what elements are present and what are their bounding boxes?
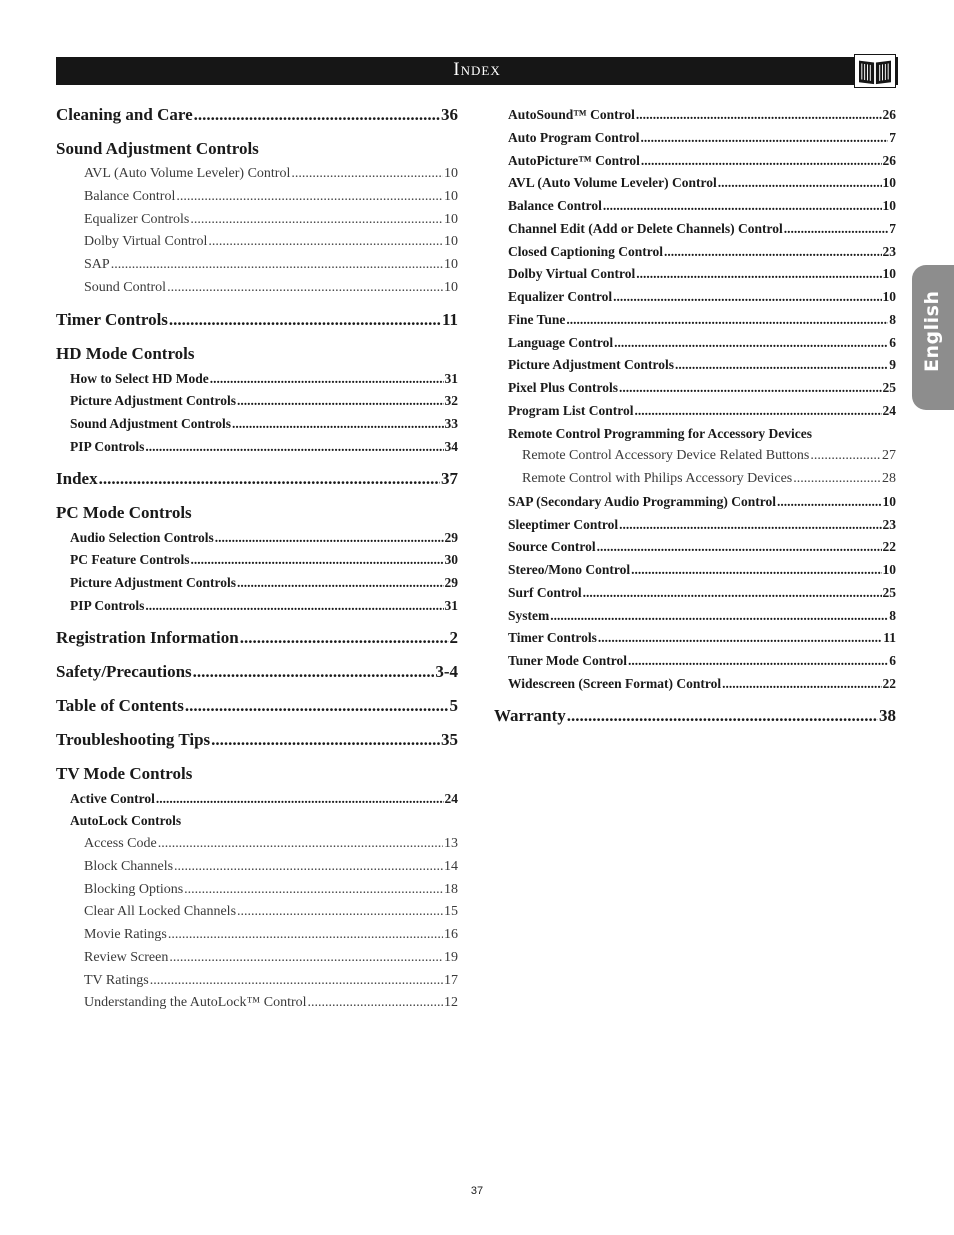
index-entry-page: 22: [882, 539, 896, 554]
dot-leader: [664, 244, 881, 260]
index-entry: [84, 234, 458, 250]
index-heading: [56, 503, 458, 523]
index-entry: [508, 357, 896, 373]
dot-leader: [237, 904, 443, 920]
index-entry-page: 10: [444, 212, 458, 227]
index-entry-label: Safety/Precautions: [56, 662, 192, 681]
dot-leader: [603, 198, 882, 214]
index-entry-label: Pixel Plus Controls: [508, 380, 619, 395]
index-entry: [508, 539, 896, 555]
index-entry: [508, 266, 896, 282]
index-header-bar: [56, 57, 898, 85]
index-entry-page: 26: [882, 107, 896, 122]
index-entry-label: Balance Control: [508, 198, 602, 213]
index-entry-page: 10: [444, 234, 458, 249]
dot-leader: [176, 189, 443, 205]
index-entry-label: AutoPicture™ Control: [508, 153, 640, 168]
index-entry-page: 12: [444, 995, 458, 1010]
index-entry-page: 8: [889, 312, 896, 327]
index-entry-label: SAP: [84, 257, 110, 272]
index-entry-page: 6: [889, 335, 896, 350]
index-entry: [522, 448, 896, 464]
index-entry: [56, 662, 458, 682]
index-entry-label: SAP (Secondary Audio Programming) Control: [508, 494, 777, 509]
index-entry-label: AutoSound™ Control: [508, 107, 635, 122]
index-entry-label: Block Channels: [84, 859, 174, 874]
index-entry-label: Clear All Locked Channels: [84, 904, 237, 919]
index-entry-page: 23: [882, 517, 896, 532]
open-book-icon: [854, 54, 896, 88]
index-entry: [84, 973, 458, 989]
index-entry: [70, 393, 458, 409]
index-entry-label: Understanding the AutoLock™ Control: [84, 995, 307, 1010]
index-entry: [84, 257, 458, 273]
index-entry: [70, 439, 458, 455]
index-entry: [508, 494, 896, 510]
index-entry-label: Troubleshooting Tips: [56, 730, 211, 749]
index-entry-label: Table of Contents: [56, 696, 184, 715]
index-entry: [508, 630, 896, 646]
index-entry-label: Timer Controls: [508, 630, 597, 645]
index-entry-label: Equalizer Control: [508, 289, 613, 304]
dot-leader: [190, 552, 443, 568]
index-entry-page: 35: [441, 730, 458, 749]
index-entry-page: 17: [444, 973, 458, 988]
dot-leader: [232, 416, 443, 432]
index-entry: [508, 403, 896, 419]
index-entry-label: HD Mode Controls: [56, 344, 195, 363]
dot-leader: [167, 280, 443, 296]
index-entry-page: 31: [444, 598, 458, 613]
index-entry-label: Remote Control Programming for Accessory Devices: [508, 426, 813, 441]
index-entry-label: Language Control: [508, 335, 614, 350]
index-entry: [508, 244, 896, 260]
index-entry-label: Movie Ratings: [84, 927, 167, 942]
index-entry-page: 10: [882, 562, 896, 577]
index-entry-page: 10: [444, 166, 458, 181]
index-entry-page: 10: [444, 189, 458, 204]
dot-leader: [156, 791, 444, 807]
index-entry: [508, 653, 896, 669]
dot-leader: [631, 562, 881, 578]
dot-leader: [784, 221, 888, 237]
index-heading: [56, 764, 458, 784]
index-entry-page: 16: [444, 927, 458, 942]
index-entry-label: Equalizer Controls: [84, 212, 190, 227]
index-entry: [70, 791, 458, 807]
index-entry: [508, 608, 896, 624]
index-entry-label: AVL (Auto Volume Leveler) Control: [508, 175, 717, 190]
index-entry-label: Source Control: [508, 539, 596, 554]
index-entry-page: 15: [444, 904, 458, 919]
index-entry: [508, 380, 896, 396]
index-entry-page: 29: [444, 575, 458, 590]
index-entry-label: Tuner Mode Control: [508, 653, 628, 668]
dot-leader: [211, 730, 440, 750]
index-entry-page: 13: [444, 836, 458, 851]
index-entry: [508, 175, 896, 191]
index-entry-page: 27: [882, 448, 896, 463]
dot-leader: [291, 166, 443, 182]
index-entry: [508, 676, 896, 692]
index-entry-label: Audio Selection Controls: [70, 530, 214, 545]
index-entry-page: 36: [441, 105, 458, 124]
index-entry: [70, 575, 458, 591]
dot-leader: [613, 289, 881, 305]
index-entry-label: PIP Controls: [70, 598, 145, 613]
dot-leader: [583, 585, 882, 601]
index-entry-page: 37: [441, 469, 458, 488]
index-entry: [70, 371, 458, 387]
index-entry-page: 29: [444, 530, 458, 545]
index-entry-label: Timer Controls: [56, 310, 168, 329]
index-entry: [70, 598, 458, 614]
index-entry-label: Auto Program Control: [508, 130, 640, 145]
index-entry-page: 34: [444, 439, 458, 454]
dot-leader: [158, 836, 443, 852]
index-entry-label: Cleaning and Care: [56, 105, 193, 124]
dot-leader: [99, 469, 440, 489]
index-entry-page: 24: [444, 791, 458, 806]
index-entry-label: Sleeptimer Control: [508, 517, 619, 532]
index-entry-label: AutoLock Controls: [70, 813, 182, 828]
index-entry-label: Access Code: [84, 836, 157, 851]
index-entry: [56, 469, 458, 489]
index-entry-page: 23: [882, 244, 896, 259]
index-entry: [508, 198, 896, 214]
index-entry: [508, 585, 896, 601]
dot-leader: [722, 676, 881, 692]
page-number: 37: [470, 1185, 484, 1197]
index-entry-page: 30: [444, 552, 458, 567]
index-entry-page: 10: [882, 198, 896, 213]
index-entry-label: Channel Edit (Add or Delete Channels) Control: [508, 221, 783, 236]
dot-leader: [237, 393, 444, 409]
index-entry: [70, 552, 458, 568]
index-entry-page: 38: [879, 706, 896, 725]
index-entry-label: TV Ratings: [84, 973, 149, 988]
index-entry: [84, 882, 458, 898]
dot-leader: [111, 257, 443, 273]
index-entry-label: Surf Control: [508, 585, 582, 600]
index-entry-page: 22: [882, 676, 896, 691]
dot-leader: [636, 266, 881, 282]
dot-leader: [614, 335, 888, 351]
index-entry-label: How to Select HD Mode: [70, 371, 209, 386]
index-entry-page: 9: [889, 357, 896, 372]
dot-leader: [237, 575, 444, 591]
index-entry-page: 32: [444, 393, 458, 408]
dot-leader: [810, 448, 881, 464]
index-entry-label: Sound Adjustment Controls: [70, 416, 232, 431]
dot-leader: [777, 494, 881, 510]
index-entry-page: 10: [882, 289, 896, 304]
index-entry: [70, 416, 458, 432]
index-entry: [508, 153, 896, 169]
index-entry: [522, 471, 896, 487]
dot-leader: [145, 439, 443, 455]
index-heading: [70, 813, 458, 829]
page-title: Index: [453, 59, 501, 80]
index-entry: [56, 628, 458, 648]
dot-leader: [169, 310, 441, 330]
dot-leader: [210, 371, 444, 387]
index-entry: [84, 280, 458, 296]
index-entry-label: Registration Information: [56, 628, 239, 647]
dot-leader: [208, 234, 443, 250]
dot-leader: [598, 630, 882, 646]
index-entry-label: Picture Adjustment Controls: [70, 393, 236, 408]
dot-leader: [194, 105, 440, 125]
dot-leader: [718, 175, 882, 191]
index-entry: [84, 212, 458, 228]
index-entry-page: 10: [882, 266, 896, 281]
index-entry-label: PIP Controls: [70, 439, 145, 454]
index-entry-label: AVL (Auto Volume Leveler) Control: [84, 166, 291, 181]
index-entry-label: Remote Control Accessory Device Related Buttons: [522, 448, 810, 463]
dot-leader: [145, 598, 443, 614]
index-entry-label: Picture Adjustment Controls: [508, 357, 674, 372]
index-entry-page: 10: [444, 257, 458, 272]
index-entry: [84, 950, 458, 966]
dot-leader: [150, 973, 443, 989]
index-entry-label: Picture Adjustment Controls: [70, 575, 236, 590]
index-entry: [84, 859, 458, 875]
index-entry-page: 28: [882, 471, 896, 486]
dot-leader: [619, 517, 881, 533]
index-entry-page: 19: [444, 950, 458, 965]
index-entry-label: Warranty: [494, 706, 566, 725]
index-entry: [508, 130, 896, 146]
index-entry: [508, 107, 896, 123]
index-entry: [508, 312, 896, 328]
dot-leader: [619, 380, 881, 396]
index-entry-label: Blocking Options: [84, 882, 184, 897]
index-entry: [56, 105, 458, 125]
index-entry-label: Sound Adjustment Controls: [56, 139, 259, 158]
dot-leader: [641, 130, 889, 146]
index-entry-page: 10: [882, 175, 896, 190]
index-entry-page: 25: [882, 585, 896, 600]
index-entry-page: 5: [449, 696, 458, 715]
index-entry-page: 18: [444, 882, 458, 897]
dot-leader: [567, 706, 878, 726]
language-side-tab-label: English: [921, 290, 943, 372]
dot-leader: [184, 882, 443, 898]
index-heading: [56, 344, 458, 364]
dot-leader: [168, 927, 443, 943]
dot-leader: [635, 403, 882, 419]
index-entry-label: Index: [56, 469, 98, 488]
index-entry-page: 3-4: [435, 662, 458, 681]
index-entry: [56, 310, 458, 330]
index-entry-page: 33: [444, 416, 458, 431]
dot-leader: [185, 696, 449, 716]
index-entry: [84, 927, 458, 943]
index-entry-label: Dolby Virtual Control: [508, 266, 636, 281]
index-entry: [84, 995, 458, 1011]
dot-leader: [793, 471, 881, 487]
index-entry-label: Widescreen (Screen Format) Control: [508, 676, 722, 691]
index-entry-label: System: [508, 608, 550, 623]
index-heading: [508, 426, 896, 442]
index-entry: [84, 166, 458, 182]
index-entry-page: 11: [441, 310, 458, 329]
index-entry: [508, 289, 896, 305]
dot-leader: [174, 859, 443, 875]
index-entry-page: 24: [882, 403, 896, 418]
index-entry-page: 25: [882, 380, 896, 395]
index-entry: [84, 904, 458, 920]
index-entry: [84, 189, 458, 205]
index-entry: [508, 562, 896, 578]
dot-leader: [675, 357, 888, 373]
index-entry-page: 10: [882, 494, 896, 509]
index-entry-label: Active Control: [70, 791, 155, 806]
index-entry: [70, 530, 458, 546]
index-entry-page: 7: [889, 130, 896, 145]
index-entry-page: 6: [889, 653, 896, 668]
index-entry: [84, 836, 458, 852]
dot-leader: [641, 153, 882, 169]
index-entry-page: 14: [444, 859, 458, 874]
index-entry: [56, 730, 458, 750]
index-entry: [508, 221, 896, 237]
index-entry-page: 11: [883, 630, 896, 645]
index-entry-page: 2: [449, 628, 458, 647]
dot-leader: [566, 312, 888, 328]
index-entry: [494, 706, 896, 726]
dot-leader: [169, 950, 443, 966]
index-entry-label: Closed Captioning Control: [508, 244, 664, 259]
index-entry: [508, 517, 896, 533]
index-entry-page: 7: [889, 221, 896, 236]
index-entry-label: Stereo/Mono Control: [508, 562, 631, 577]
index-entry-label: Dolby Virtual Control: [84, 234, 208, 249]
index-entry-page: 8: [889, 608, 896, 623]
index-entry-label: Balance Control: [84, 189, 176, 204]
dot-leader: [193, 662, 435, 682]
dot-leader: [308, 995, 443, 1011]
index-entry: [56, 696, 458, 716]
index-entry-label: PC Feature Controls: [70, 552, 190, 567]
index-entry-label: Sound Control: [84, 280, 167, 295]
dot-leader: [550, 608, 888, 624]
index-entry-page: 10: [444, 280, 458, 295]
index-entry-label: TV Mode Controls: [56, 764, 193, 783]
index-entry-label: Review Screen: [84, 950, 169, 965]
dot-leader: [240, 628, 449, 648]
index-entry-page: 26: [882, 153, 896, 168]
dot-leader: [190, 212, 443, 228]
index-entry-label: Program List Control: [508, 403, 634, 418]
dot-leader: [628, 653, 888, 669]
index-heading: [56, 139, 458, 159]
index-entry-label: Remote Control with Philips Accessory Devices: [522, 471, 793, 486]
index-entry-page: 31: [444, 371, 458, 386]
index-entry: [508, 335, 896, 351]
index-entry-label: Fine Tune: [508, 312, 566, 327]
dot-leader: [636, 107, 882, 123]
dot-leader: [215, 530, 444, 546]
index-entry-label: PC Mode Controls: [56, 503, 192, 522]
dot-leader: [597, 539, 882, 555]
